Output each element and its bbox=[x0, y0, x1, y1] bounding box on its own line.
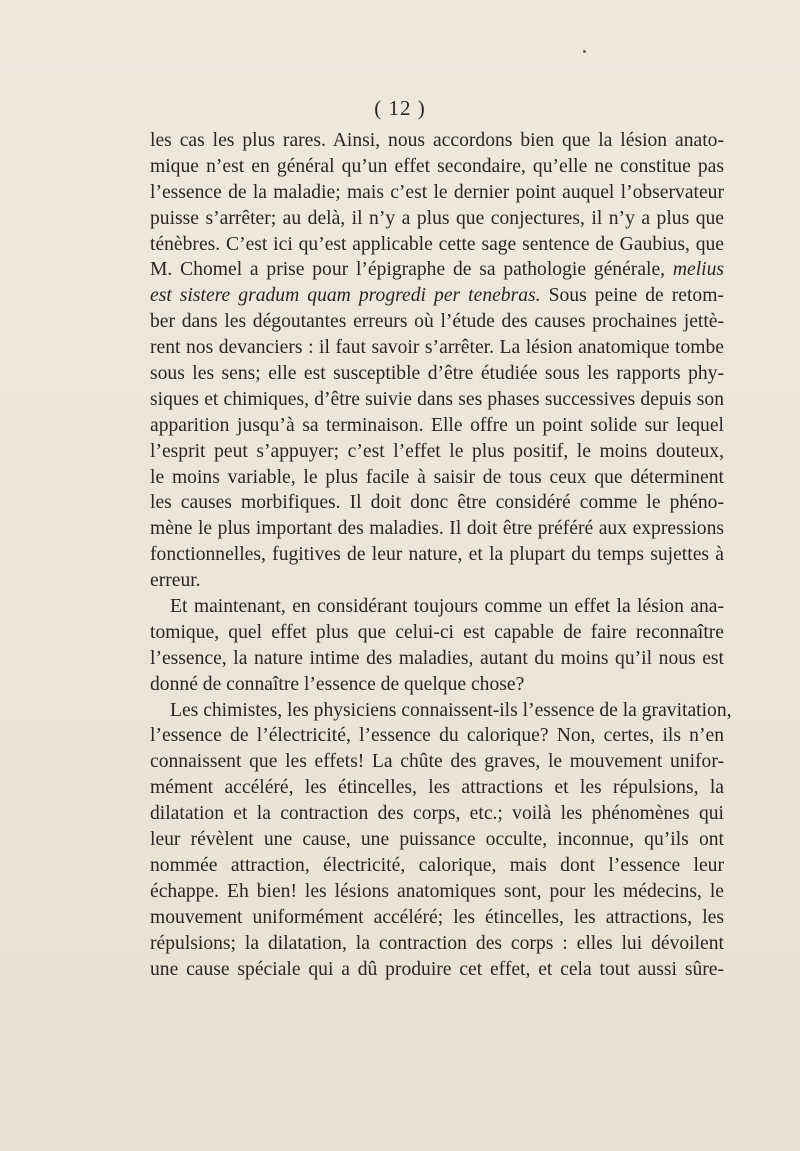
text-line: puisse s’arrêter; au delà, il n’y a plus que conjectures, il n’y a plus que bbox=[150, 207, 724, 229]
text-line: dilatation et la contraction des corps, etc.; voilà les phénomènes qui bbox=[150, 803, 724, 825]
text-fragment: Sous peine de retom- bbox=[540, 285, 724, 307]
text-line: donné de connaître l’essence de quelque chose? bbox=[150, 673, 525, 695]
text-line: ténèbres. C’est ici qu’est applicable cette sage sentence de Gaubius, que bbox=[150, 233, 724, 255]
text-line: fonctionnelles, fugitives de leur nature, et la plupart du temps sujettes à bbox=[150, 544, 724, 566]
text-line: nommée attraction, électricité, calorique, mais dont l’essence leur bbox=[150, 854, 724, 876]
latin-quote-fragment: melius bbox=[672, 259, 724, 281]
text-line: connaissent que les effets! La chûte des graves, le mouvement unifor- bbox=[150, 751, 724, 773]
text-line: mément accéléré, les étincelles, les attractions et les répulsions, la bbox=[150, 777, 724, 799]
text-line: Et maintenant, en considérant toujours comme un effet la lésion ana- bbox=[170, 596, 724, 618]
text-fragment: M. Chomel a prise pour l’épigraphe de sa pathologie générale, bbox=[150, 259, 673, 281]
text-line: le moins variable, le plus facile à saisir de tous ceux que déterminent bbox=[150, 466, 724, 488]
text-line: mique n’est en général qu’un effet secondaire, qu’elle ne constitue pas bbox=[150, 155, 724, 177]
text-line: l’esprit peut s’appuyer; c’est l’effet le plus positif, le moins douteux, bbox=[150, 440, 724, 462]
text-line: apparition jusqu’à sa terminaison. Elle offre un point solide sur lequel bbox=[150, 414, 724, 436]
text-line-mixed bbox=[150, 257, 724, 283]
page-number: ( 12 ) bbox=[374, 96, 426, 120]
text-line: répulsions; la dilatation, la contraction des corps : elles lui dévoilent bbox=[150, 932, 724, 954]
text-line: l’essence de l’électricité, l’essence du calorique? Non, certes, ils n’en bbox=[150, 725, 724, 747]
text-line: mène le plus important des maladies. Il doit être préféré aux expressions bbox=[150, 518, 724, 540]
text-line: siques et chimiques, d’être suivie dans ses phases successives depuis son bbox=[150, 388, 724, 410]
text-line: les causes morbifiques. Il doit donc être considéré comme le phéno- bbox=[150, 492, 724, 514]
text-line: tomique, quel effet plus que celui-ci est capable de faire reconnaître bbox=[150, 621, 724, 643]
text-line: l’essence, la nature intime des maladies, autant du moins qu’il nous est bbox=[150, 647, 724, 669]
text-line: ber dans les dégoutantes erreurs où l’étude des causes prochaines jettè- bbox=[150, 311, 724, 333]
body-text bbox=[150, 128, 732, 982]
paper-speck bbox=[583, 50, 586, 53]
text-line: l’essence de la maladie; mais c’est le dernier point auquel l’observateur bbox=[150, 181, 724, 203]
text-line: sous les sens; elle est susceptible d’être étudiée sous les rapports phy- bbox=[150, 363, 724, 385]
text-line: les cas les plus rares. Ainsi, nous accordons bien que la lésion anato- bbox=[150, 130, 724, 151]
text-line: rent nos devanciers : il faut savoir s’arrêter. La lésion anatomique tombe bbox=[150, 337, 724, 359]
text-line-mixed bbox=[150, 283, 724, 309]
text-line: erreur. bbox=[150, 570, 201, 592]
text-line: mouvement uniformément accéléré; les étincelles, les attractions, les bbox=[150, 906, 724, 928]
latin-quote-fragment: est sistere gradum quam progredi per tenebras. bbox=[150, 285, 541, 307]
text-line: Les chimistes, les physiciens connaissent-ils l’essence de la gravitation, bbox=[170, 699, 732, 721]
text-line: leur révèlent une cause, une puissance occulte, inconnue, qu’ils ont bbox=[150, 829, 724, 851]
text-line: une cause spéciale qui a dû produire cet effet, et cela tout aussi sûre- bbox=[150, 958, 724, 980]
text-line: échappe. Eh bien! les lésions anatomiques sont, pour les médecins, le bbox=[150, 880, 724, 902]
